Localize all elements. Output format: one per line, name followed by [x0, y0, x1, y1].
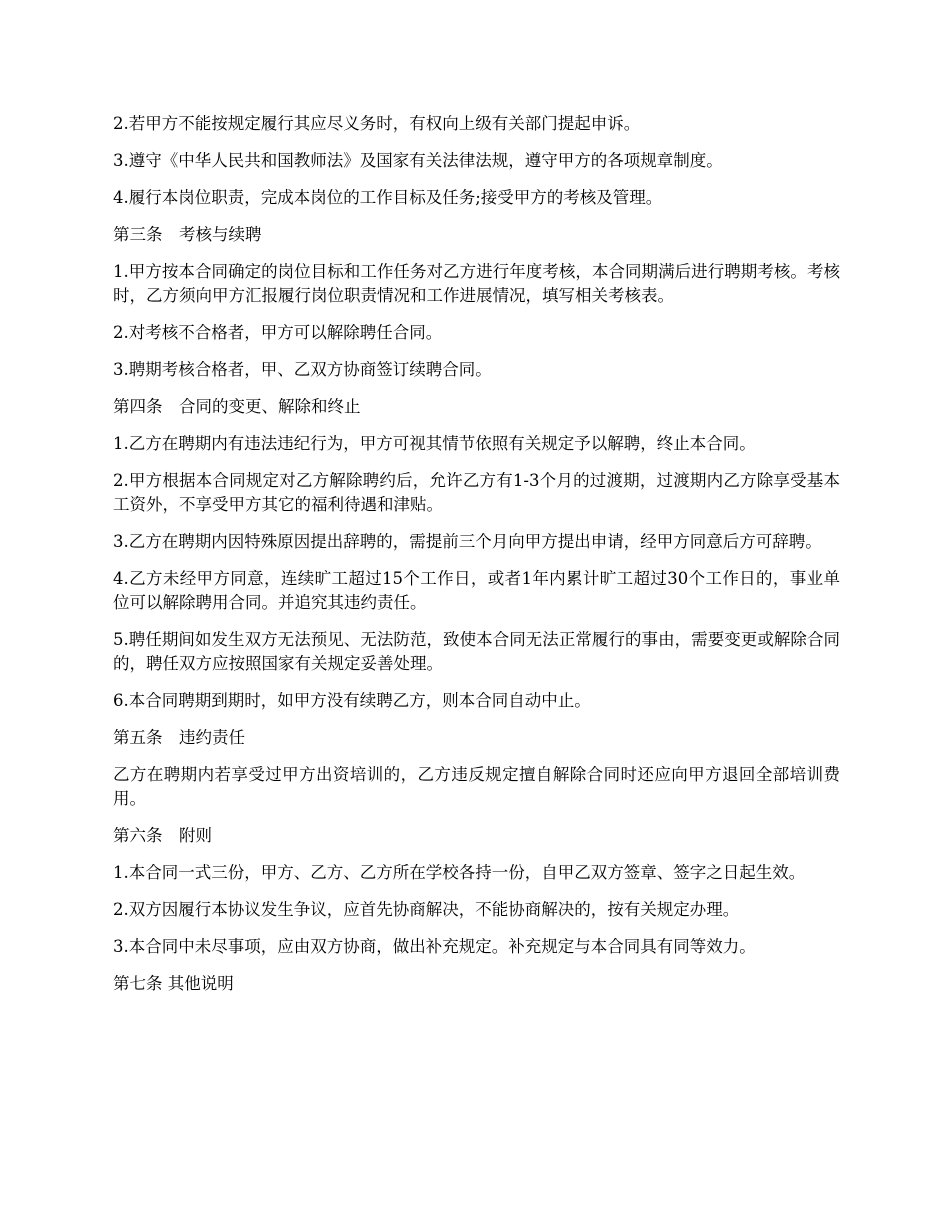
clause-paragraph: 乙方在聘期内若享受过甲方出资培训的，乙方违反规定擅自解除合同时还应向甲方退回全部培训费用。 [113, 765, 840, 808]
clause-paragraph: 1.甲方按本合同确定的岗位目标和工作任务对乙方进行年度考核，本合同期满后进行聘期考核。考核时，乙方须向甲方汇报履行岗位职责情况和工作进展情况，填写相关考核表。 [113, 262, 840, 305]
clause-paragraph: 2.甲方根据本合同规定对乙方解除聘约后，允许乙方有1-3个月的过渡期，过渡期内乙方除享受基本工资外，不享受甲方其它的福利待遇和津贴。 [113, 471, 840, 514]
clause-paragraph: 2.双方因履行本协议发生争议，应首先协商解决，不能协商解决的，按有关规定办理。 [113, 900, 740, 919]
clause-paragraph: 1.乙方在聘期内有违法违纪行为，甲方可视其情节依照有关规定予以解聘，终止本合同。 [113, 434, 756, 453]
article-heading: 第五条 违约责任 [113, 728, 245, 747]
clause-paragraph: 6.本合同聘期到期时，如甲方没有续聘乙方，则本合同自动中止。 [113, 691, 591, 710]
article-heading: 第六条 附则 [113, 826, 212, 845]
document-body [113, 112, 840, 1009]
clause-paragraph: 2.对考核不合格者，甲方可以解除聘任合同。 [113, 323, 443, 342]
article-heading: 第三条 考核与续聘 [113, 225, 262, 244]
article-heading: 第四条 合同的变更、解除和终止 [113, 397, 361, 416]
clause-paragraph: 2.若甲方不能按规定履行其应尽义务时，有权向上级有关部门提起申诉。 [113, 114, 641, 133]
clause-paragraph: 3.遵守《中华人民共和国教师法》及国家有关法律法规，遵守甲方的各项规章制度。 [113, 151, 723, 170]
clause-paragraph: 3.本合同中未尽事项，应由双方协商，做出补充规定。补充规定与本合同具有同等效力。 [113, 937, 756, 956]
clause-paragraph: 3.乙方在聘期内因特殊原因提出辞聘的，需提前三个月向甲方提出申请，经甲方同意后方可辞聘。 [113, 532, 822, 551]
clause-paragraph: 1.本合同一式三份，甲方、乙方、乙方所在学校各持一份，自甲乙双方签章、签字之日起生效。 [113, 863, 806, 882]
clause-paragraph: 4.履行本岗位职责，完成本岗位的工作目标及任务;接受甲方的考核及管理。 [113, 188, 663, 207]
clause-paragraph: 4.乙方未经甲方同意，连续旷工超过15个工作日，或者1年内累计旷工超过30个工作日的，事业单位可以解除聘用合同。并追究其违约责任。 [113, 569, 840, 612]
article-heading: 第七条 其他说明 [113, 974, 234, 993]
clause-paragraph: 5.聘任期间如发生双方无法预见、无法防范，致使本合同无法正常履行的事由，需要变更或解除合同的，聘任双方应按照国家有关规定妥善处理。 [113, 630, 840, 673]
clause-paragraph: 3.聘期考核合格者，甲、乙双方协商签订续聘合同。 [113, 360, 492, 379]
